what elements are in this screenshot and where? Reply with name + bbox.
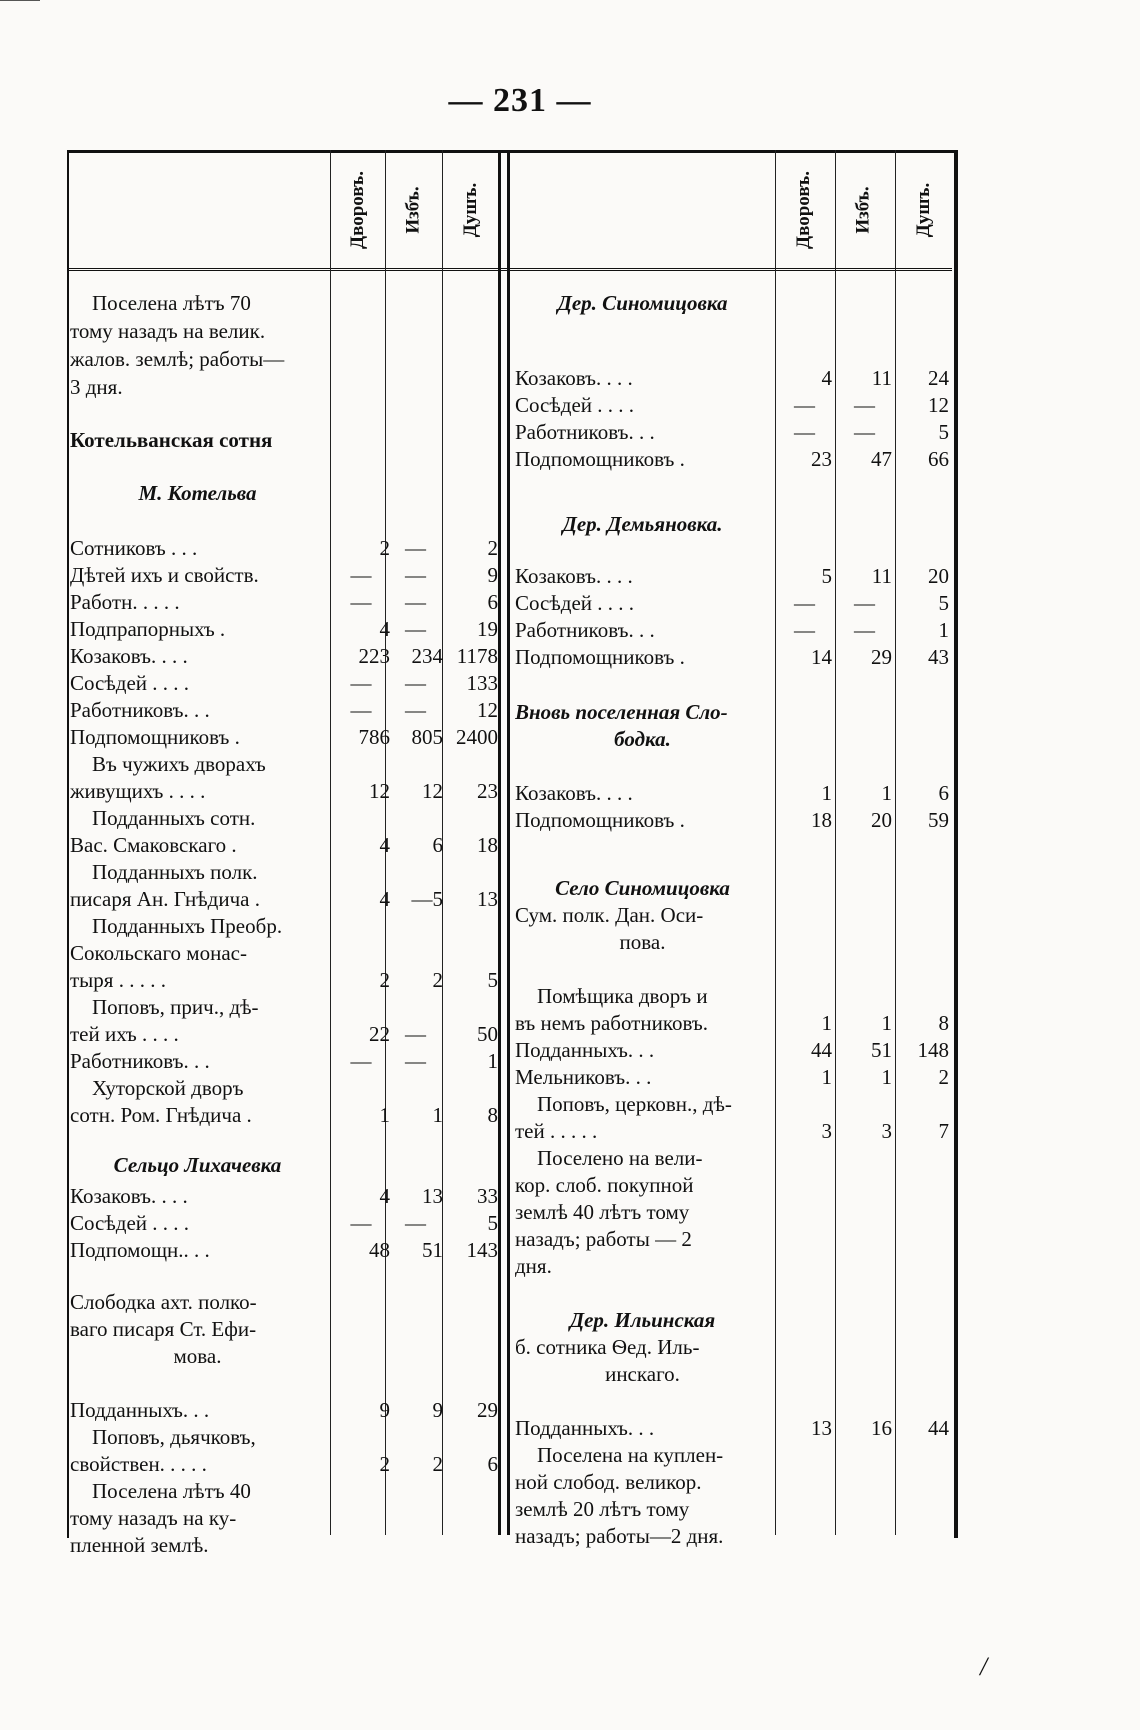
table-row [515, 982, 952, 1010]
table-row [515, 725, 952, 753]
row-label: Подпомощниковъ . [515, 808, 685, 832]
row-label: Вновь поселенная Сло- [515, 700, 728, 724]
value-izb: — [405, 1049, 426, 1073]
row-label: ваго писаря Ст. Ефи- [70, 1317, 257, 1341]
value-izb: — [405, 536, 426, 560]
row-label: Поселена лѣтъ 70 [92, 291, 251, 315]
row-label: Дер. Синомицовка [557, 291, 728, 315]
table-row [70, 1504, 500, 1532]
value-dvorov: — [350, 590, 372, 614]
table-row [515, 901, 952, 929]
row-label: Сосѣдей . . . . [515, 591, 634, 615]
value-dvorov: — [794, 420, 815, 444]
row-label: свойствен. . . . . [70, 1452, 207, 1476]
value-izb: 16 [871, 1416, 892, 1440]
value-izb: 51 [871, 1038, 892, 1062]
table-row [515, 806, 952, 834]
value-izb: 234 [411, 644, 443, 668]
row-label: Дер. Демьяновка. [562, 512, 723, 536]
table-row [515, 779, 952, 807]
value-dush: 59 [928, 808, 949, 832]
row-label: Козаковъ. . . . [70, 644, 188, 668]
value-dvorov: — [350, 1049, 372, 1073]
table-row [70, 345, 500, 373]
table-row [515, 1414, 952, 1442]
value-dush: 18 [477, 833, 498, 857]
value-dush: 1 [938, 618, 949, 642]
value-izb: — [405, 671, 426, 695]
value-dush: 2400 [456, 725, 498, 749]
row-label: Дѣтей ихъ и свойств. [70, 563, 259, 587]
row-label: Поселена на куплен- [537, 1443, 724, 1467]
table-row [515, 1090, 952, 1118]
value-dvorov: 2 [379, 1452, 390, 1476]
row-label: Подпомощниковъ . [515, 645, 685, 669]
value-dvorov: 2 [379, 536, 390, 560]
table-row [70, 1020, 500, 1048]
value-izb: —5 [411, 887, 443, 911]
row-label: Козаковъ. . . . [515, 366, 633, 390]
value-dvorov: 44 [811, 1038, 832, 1062]
row-label: назадъ; работы—2 дня. [515, 1524, 724, 1548]
row-label: Село Синомицовка [555, 876, 730, 900]
value-dvorov: 18 [811, 808, 832, 832]
table-row [515, 1333, 952, 1361]
value-dush: 23 [477, 779, 498, 803]
value-izb: 1 [432, 1103, 443, 1127]
header-izb-left: Избъ. [403, 186, 424, 234]
table-row [515, 445, 952, 473]
value-izb: — [405, 617, 426, 641]
row-label: Сотниковъ . . . [70, 536, 198, 560]
row-label: тому назадъ на велик. [70, 319, 266, 343]
table-row [515, 1495, 952, 1523]
value-dush: 50 [477, 1022, 498, 1046]
value-dvorov: 23 [811, 447, 832, 471]
value-izb: — [854, 420, 875, 444]
value-dush: 148 [917, 1038, 949, 1062]
row-label: писаря Ан. Гнѣдича . [70, 887, 260, 911]
table-row [70, 615, 500, 643]
value-dvorov: 4 [379, 617, 390, 641]
table-row [70, 534, 500, 562]
value-izb: — [854, 618, 875, 642]
row-label: Сельцо Лихачевка [113, 1153, 282, 1177]
table-row [515, 1036, 952, 1064]
table-row [515, 289, 952, 317]
table-row [70, 723, 500, 751]
value-izb: 2 [432, 968, 443, 992]
row-label: живущихъ . . . . [70, 779, 206, 803]
value-dush: 24 [928, 366, 949, 390]
table-row [515, 1171, 952, 1199]
value-dush: 2 [938, 1065, 949, 1089]
table-row [515, 1441, 952, 1469]
row-label: мова. [173, 1344, 222, 1368]
value-dush: 44 [928, 1416, 949, 1440]
table-row [515, 698, 952, 726]
value-izb: 11 [871, 366, 892, 390]
row-label: Работниковъ. . . [515, 618, 655, 642]
row-label: Сокольскаго монас- [70, 941, 247, 965]
row-label: тыря . . . . . [70, 968, 166, 992]
table-row [515, 1306, 952, 1334]
table-row [70, 1288, 500, 1316]
table-row [70, 1396, 500, 1424]
table-row [515, 1360, 952, 1388]
row-label: Работниковъ. . . [515, 420, 655, 444]
value-dvorov: 1 [821, 781, 832, 805]
value-izb: 29 [871, 645, 892, 669]
table-row [70, 479, 500, 507]
table-row [70, 1450, 500, 1478]
value-izb: 11 [871, 564, 892, 588]
scan-edge-mark [0, 0, 40, 1]
value-dush: 8 [487, 1103, 498, 1127]
row-label: 3 дня. [70, 375, 123, 399]
row-label: Слободка ахт. полко- [70, 1290, 257, 1314]
value-dvorov: 4 [379, 887, 390, 911]
value-dush: 19 [477, 617, 498, 641]
value-dush: 133 [466, 671, 498, 695]
row-label: Поселена лѣтъ 40 [92, 1479, 251, 1503]
row-label: дня. [515, 1254, 552, 1278]
row-label: Подпомощн.. . . [70, 1238, 210, 1262]
value-izb: 2 [432, 1452, 443, 1476]
value-izb: 13 [422, 1184, 443, 1208]
table-row [515, 874, 952, 902]
row-label: Козаковъ. . . . [515, 564, 633, 588]
row-label: Сосѣдей . . . . [70, 671, 189, 695]
table-row [70, 588, 500, 616]
value-izb: 12 [422, 779, 443, 803]
value-dvorov: 12 [369, 779, 390, 803]
value-dush: 6 [487, 590, 498, 614]
table-row [515, 1198, 952, 1226]
row-label: Подпомощниковъ . [515, 447, 685, 471]
row-label: Хуторской дворъ [92, 1076, 244, 1100]
value-dvorov: 1 [821, 1065, 832, 1089]
table-row [515, 364, 952, 392]
table-row [70, 1236, 500, 1264]
table-row [70, 1151, 500, 1179]
value-dush: 5 [487, 1211, 498, 1235]
table-row [70, 1101, 500, 1129]
value-izb: — [405, 590, 426, 614]
row-label: Работниковъ. . . [70, 698, 210, 722]
table-row [70, 939, 500, 967]
table-row [515, 928, 952, 956]
table-row [70, 373, 500, 401]
row-label: Вас. Смаковскаго . [70, 833, 237, 857]
row-label: инскаго. [605, 1362, 680, 1386]
value-dvorov: 3 [821, 1119, 832, 1143]
value-izb: 20 [871, 808, 892, 832]
value-dush: 8 [938, 1011, 949, 1035]
value-dvorov: — [350, 698, 372, 722]
value-dush: 9 [487, 563, 498, 587]
value-dush: 20 [928, 564, 949, 588]
row-label: Мельниковъ. . . [515, 1065, 652, 1089]
page-number: — 231 — [448, 82, 592, 119]
value-dush: 6 [487, 1452, 498, 1476]
row-label: пова. [619, 930, 666, 954]
table-row [515, 562, 952, 590]
value-dush: 12 [928, 393, 949, 417]
value-dush: 5 [487, 968, 498, 992]
row-label: Поповъ, прич., дѣ- [92, 995, 259, 1019]
row-label: Котельванская сотня [70, 428, 273, 452]
table-row [515, 418, 952, 446]
table-row [70, 669, 500, 697]
value-dvorov: 1 [379, 1103, 390, 1127]
value-dvorov: — [794, 591, 815, 615]
value-izb: — [854, 393, 875, 417]
row-label: Подданныхъ Преобр. [92, 914, 283, 938]
value-izb: — [405, 1211, 426, 1235]
row-label: Сосѣдей . . . . [70, 1211, 189, 1235]
table-row [515, 391, 952, 419]
value-izb: 9 [432, 1398, 443, 1422]
row-label: пленной землѣ. [70, 1533, 209, 1557]
header-dush-left: Душъ. [460, 182, 482, 238]
value-izb: — [405, 1022, 426, 1046]
value-izb: — [405, 698, 426, 722]
value-dush: 1 [487, 1049, 498, 1073]
table-row [515, 1009, 952, 1037]
value-dvorov: 786 [358, 725, 390, 749]
table-row [70, 696, 500, 724]
value-izb: 1 [881, 1065, 892, 1089]
table-row [70, 1342, 500, 1370]
row-label: землѣ 20 лѣтъ тому [515, 1497, 690, 1521]
value-dvorov: 4 [379, 833, 390, 857]
header-dush-right: Душъ. [913, 182, 935, 238]
row-label: Поселено на вели- [537, 1146, 703, 1170]
row-label: Подпрапорныхъ . [70, 617, 226, 641]
value-dvorov: 13 [811, 1416, 832, 1440]
value-dush: 6 [938, 781, 949, 805]
table-row [70, 1074, 500, 1102]
row-label: Въ чужихъ дворахъ [92, 752, 266, 776]
table-row [515, 1225, 952, 1253]
value-dush: 1178 [456, 644, 498, 668]
row-label: Подданныхъ. . . [515, 1416, 655, 1440]
row-label: Подданныхъ. . . [70, 1398, 210, 1422]
value-izb: 6 [432, 833, 443, 857]
table-row [515, 1144, 952, 1172]
value-dvorov: — [794, 393, 815, 417]
value-izb: 3 [881, 1119, 892, 1143]
table-row [515, 643, 952, 671]
table-row [70, 858, 500, 886]
value-dvorov: 4 [379, 1184, 390, 1208]
row-label: тей ихъ . . . . [70, 1022, 179, 1046]
value-dush: 43 [928, 645, 949, 669]
row-label: Поповъ, церковн., дѣ- [537, 1092, 732, 1116]
row-label: Сосѣдей . . . . [515, 393, 634, 417]
row-label: Поповъ, дьячковъ, [92, 1425, 256, 1449]
table-row [515, 1468, 952, 1496]
value-dvorov: — [794, 618, 815, 642]
table-row [70, 561, 500, 589]
table-row [515, 1522, 952, 1550]
table-row [70, 1423, 500, 1451]
value-dvorov: — [350, 563, 372, 587]
value-izb: 1 [881, 1011, 892, 1035]
table-row [70, 426, 500, 454]
table-row [515, 589, 952, 617]
value-dush: 12 [477, 698, 498, 722]
row-label: сотн. Ром. Гнѣдича . [70, 1103, 252, 1127]
value-izb: — [405, 563, 426, 587]
value-izb: 805 [411, 725, 443, 749]
table-row [70, 912, 500, 940]
value-dush: 33 [477, 1184, 498, 1208]
row-label: Подданныхъ сотн. [92, 806, 256, 830]
row-label: Помѣщика дворъ и [537, 984, 708, 1008]
table-row [70, 1531, 500, 1559]
row-label: Подпомощниковъ . [70, 725, 240, 749]
value-dvorov: — [350, 1211, 372, 1235]
table-row [70, 1209, 500, 1237]
value-izb: 51 [422, 1238, 443, 1262]
row-label: Козаковъ. . . . [70, 1184, 188, 1208]
value-dvorov: 2 [379, 968, 390, 992]
row-label: Козаковъ. . . . [515, 781, 633, 805]
value-dush: 143 [466, 1238, 498, 1262]
table-row [70, 966, 500, 994]
value-izb: 47 [871, 447, 892, 471]
table-row [70, 317, 500, 345]
value-dush: 2 [487, 536, 498, 560]
value-dvorov: — [350, 671, 372, 695]
value-dvorov: 4 [821, 366, 832, 390]
table-row [70, 1315, 500, 1343]
header-izb-right: Избъ. [853, 186, 874, 234]
row-label: Сум. полк. Дан. Оси- [515, 903, 704, 927]
row-label: б. сотника Ѳед. Иль- [515, 1335, 700, 1359]
row-label: тей . . . . . [515, 1119, 598, 1143]
row-label: въ немъ работниковъ. [515, 1011, 708, 1035]
row-label: Работн. . . . . [70, 590, 180, 614]
value-dvorov: 223 [358, 644, 390, 668]
header-dvorov-left: Дворовъ. [347, 171, 369, 249]
row-label: Дер. Ильинская [569, 1308, 716, 1332]
header-dvorov-right: Дворовъ. [793, 171, 815, 249]
value-dush: 66 [928, 447, 949, 471]
table-row [70, 642, 500, 670]
value-dvorov: 14 [811, 645, 832, 669]
row-label: тому назадъ на ку- [70, 1506, 237, 1530]
table-row [70, 1047, 500, 1075]
corner-mark: / [980, 1652, 988, 1681]
value-dush: 13 [477, 887, 498, 911]
value-dvorov: 48 [369, 1238, 390, 1262]
table-row [70, 1182, 500, 1210]
row-label: назадъ; работы — 2 [515, 1227, 692, 1251]
row-label: кор. слоб. покупной [515, 1173, 694, 1197]
value-dvorov: 1 [821, 1011, 832, 1035]
value-dvorov: 5 [821, 564, 832, 588]
table-row [70, 831, 500, 859]
table-row [515, 1117, 952, 1145]
table-row [70, 750, 500, 778]
value-dush: 5 [938, 420, 949, 444]
value-dvorov: 9 [379, 1398, 390, 1422]
value-dush: 5 [938, 591, 949, 615]
table-row [70, 885, 500, 913]
table-row [515, 1252, 952, 1280]
value-izb: — [854, 591, 875, 615]
table-row [515, 1063, 952, 1091]
table-row [70, 289, 500, 317]
value-izb: 1 [881, 781, 892, 805]
row-label: Подданныхъ. . . [515, 1038, 655, 1062]
value-dvorov: 22 [369, 1022, 390, 1046]
table-row [70, 993, 500, 1021]
row-label: ной слобод. великор. [515, 1470, 702, 1494]
table-row [70, 804, 500, 832]
row-label: Работниковъ. . . [70, 1049, 210, 1073]
table-row [515, 616, 952, 644]
row-label: Подданныхъ полк. [92, 860, 258, 884]
row-label: М. Котельва [138, 481, 257, 505]
table-row [70, 777, 500, 805]
row-label: жалов. землѣ; работы— [70, 347, 285, 371]
row-label: землѣ 40 лѣтъ тому [515, 1200, 690, 1224]
value-dush: 29 [477, 1398, 498, 1422]
row-label: бодка. [614, 727, 671, 751]
table-row [70, 1477, 500, 1505]
value-dush: 7 [938, 1119, 949, 1143]
table-row [515, 510, 952, 538]
